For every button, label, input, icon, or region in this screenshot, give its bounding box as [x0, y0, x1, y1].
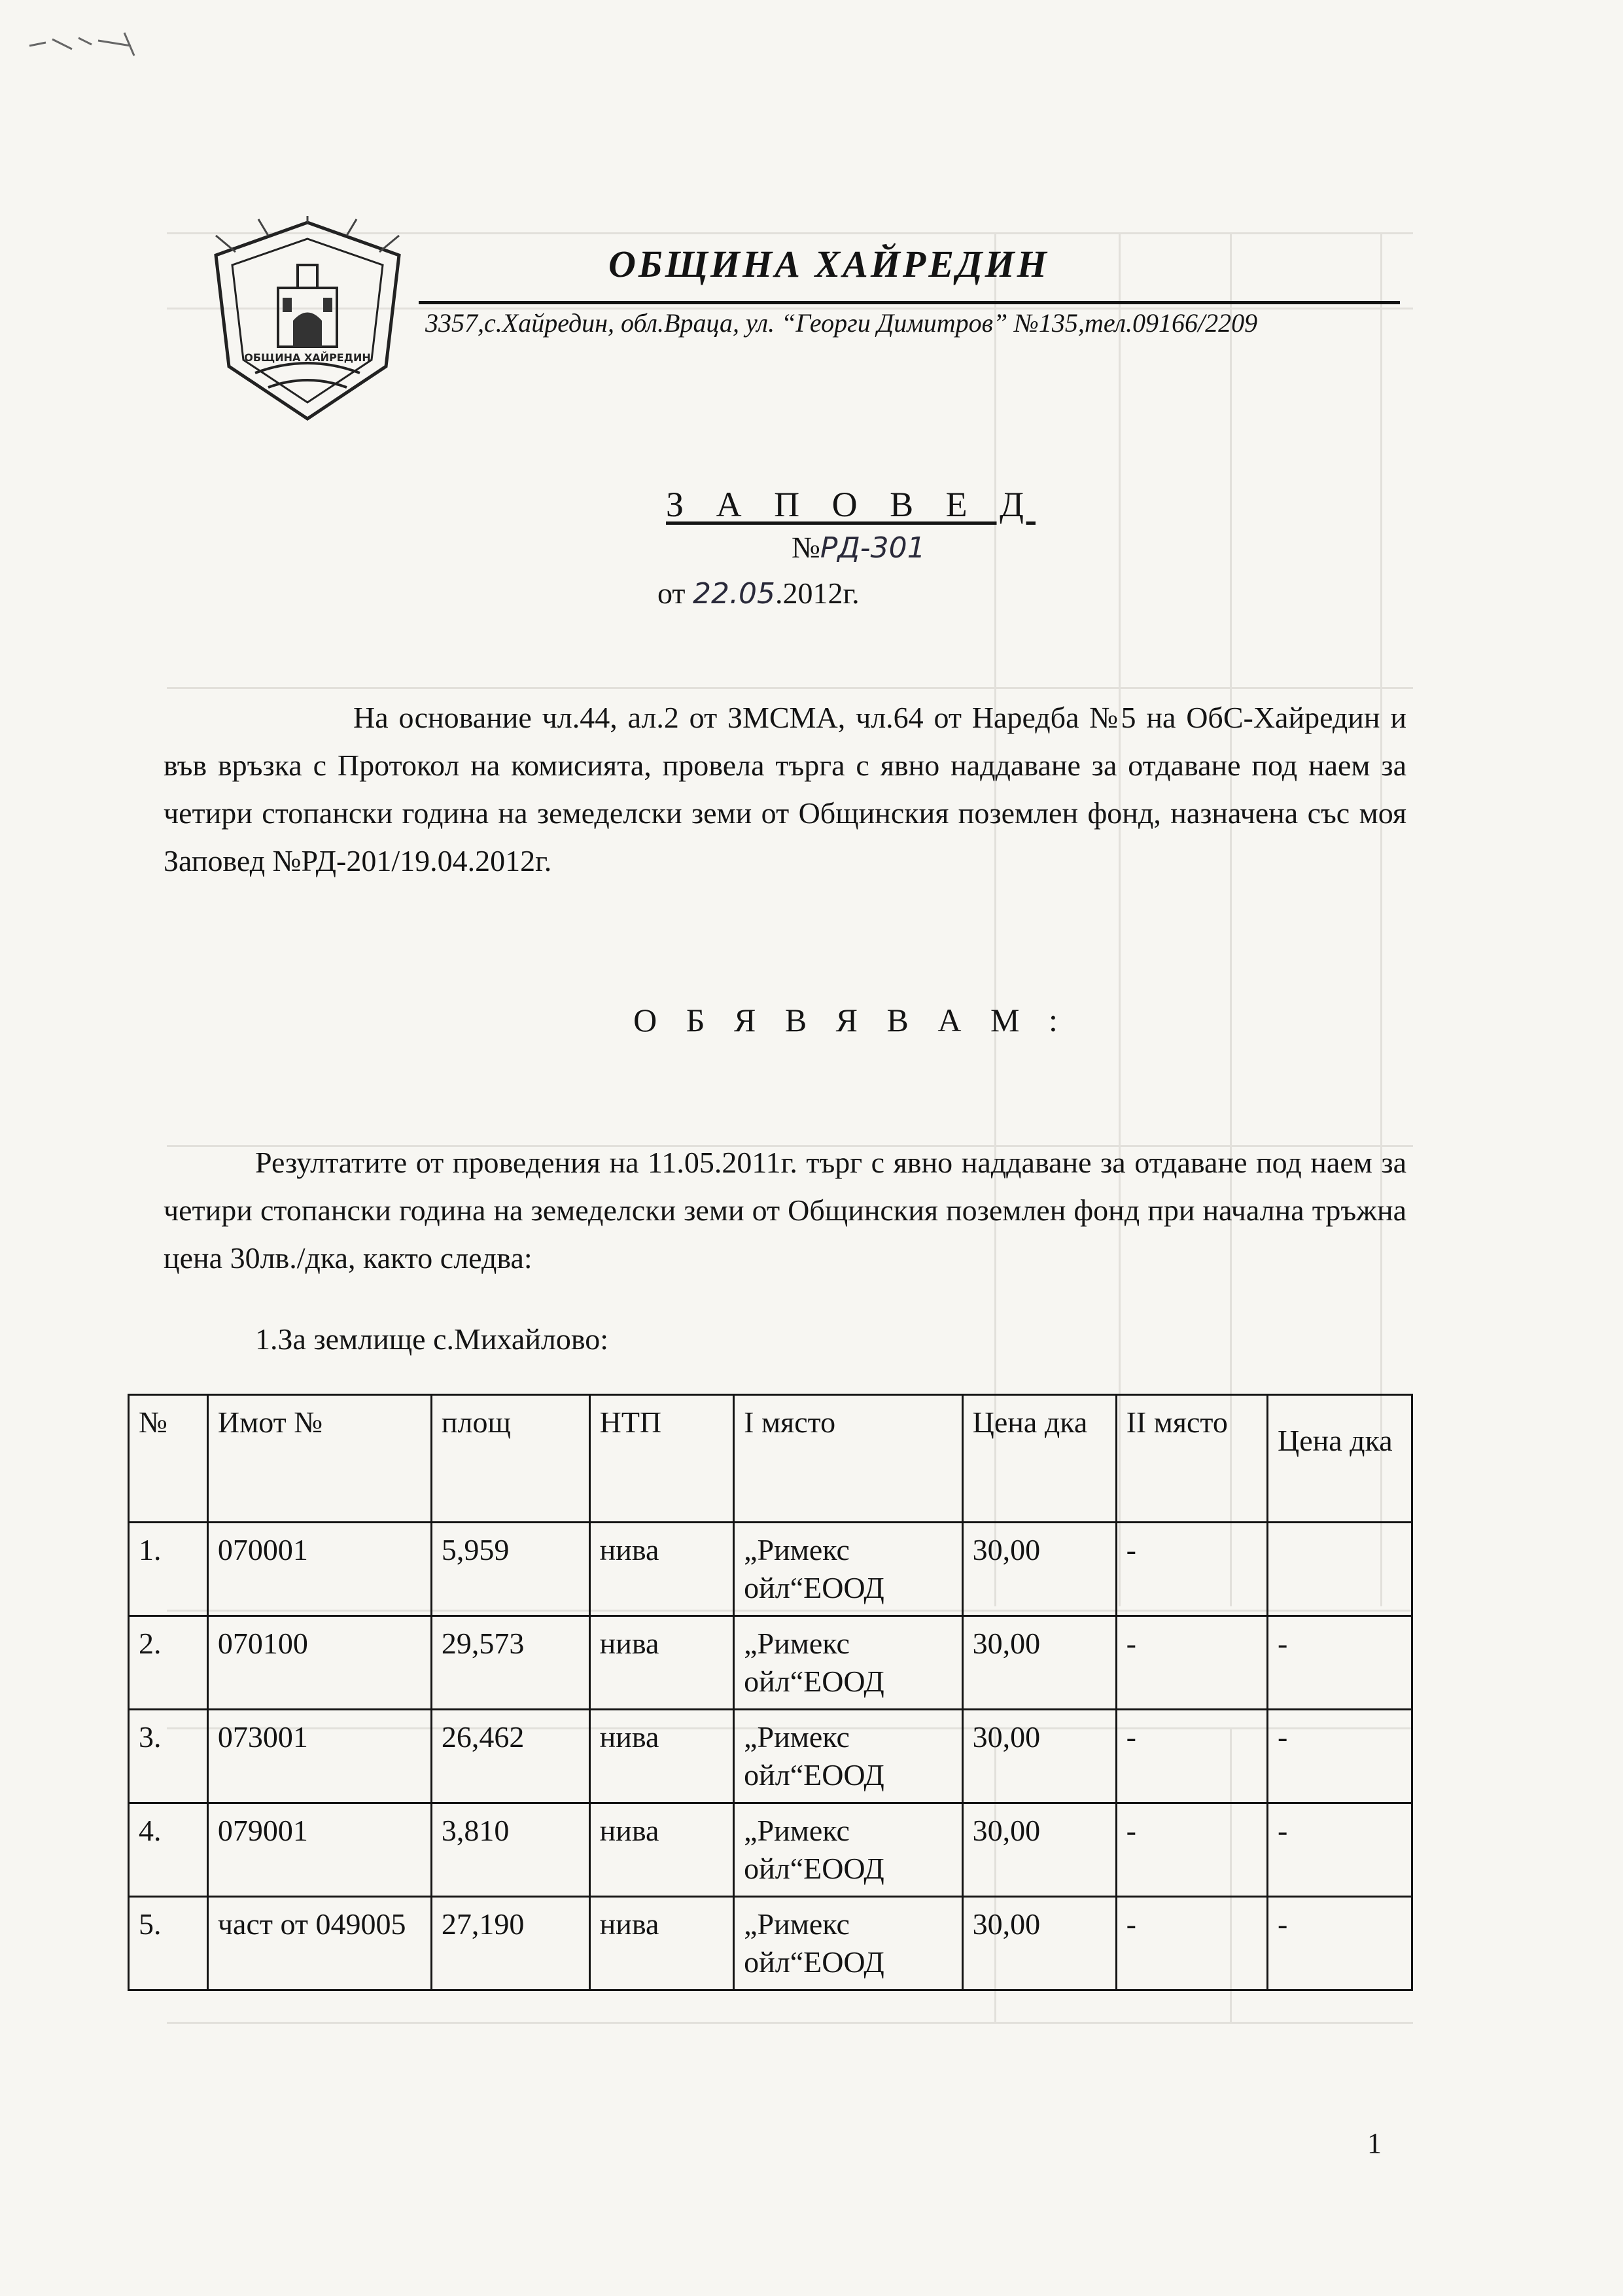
cell-second-price: -	[1268, 1710, 1412, 1803]
organization-address: 3357,с.Хайредин, обл.Враца, ул. “Георги Димитров” №135,тел.09166/2209	[425, 308, 1258, 338]
results-table	[128, 1394, 1413, 1991]
cell-second-place: -	[1116, 1803, 1267, 1897]
cell-first-place: „Римекс ойл“ЕООД	[734, 1523, 963, 1616]
cell-property-id: 079001	[207, 1803, 431, 1897]
cell-property-id: 070001	[207, 1523, 431, 1616]
table-row	[129, 1803, 1412, 1897]
cell-area: 27,190	[431, 1897, 589, 1990]
cell-first-place: „Римекс ойл“ЕООД	[734, 1616, 963, 1710]
cell-second-price: -	[1268, 1803, 1412, 1897]
header-rule	[419, 301, 1400, 304]
order-date	[657, 576, 860, 610]
cell-area: 5,959	[431, 1523, 589, 1616]
table-header-row	[129, 1395, 1412, 1523]
cell-second-place: -	[1116, 1897, 1267, 1990]
header-area: площ	[431, 1395, 589, 1523]
svg-text:ОБЩИНА ХАЙРЕДИН: ОБЩИНА ХАЙРЕДИН	[244, 351, 371, 364]
organization-name: ОБЩИНА ХАЙРЕДИН	[608, 243, 1049, 285]
cell-number: 4.	[129, 1803, 208, 1897]
page-number: 1	[1367, 2127, 1382, 2159]
cell-land-use: нива	[589, 1803, 734, 1897]
cell-property-id: част от 049005	[207, 1897, 431, 1990]
table-row	[129, 1710, 1412, 1803]
cell-second-place: -	[1116, 1523, 1267, 1616]
cell-first-place: „Римекс ойл“ЕООД	[734, 1897, 963, 1990]
cell-first-price: 30,00	[962, 1523, 1116, 1616]
order-number-prefix: №	[792, 531, 820, 564]
header-first-price: Цена дка	[962, 1395, 1116, 1523]
cell-number: 5.	[129, 1897, 208, 1990]
cell-first-price: 30,00	[962, 1710, 1116, 1803]
legal-basis-paragraph: На основание чл.44, ал.2 от ЗМСМА, чл.64 от Наредба №5 на ОбС-Хайредин и във връзка с Протокол на комисията, провела търга с явно наддаване за отдаване под наем за четири стопански година на земеделски земи от Общинския поземлен фонд, назначена със моя Заповед №РД-201/19.04.2012г.	[164, 701, 1406, 877]
table-row	[129, 1616, 1412, 1710]
header-first-place: I място	[734, 1395, 963, 1523]
cell-number: 2.	[129, 1616, 208, 1710]
order-title-text: З А П О В Е Д	[666, 485, 1036, 524]
header-land-use: НТП	[589, 1395, 734, 1523]
cell-second-price: -	[1268, 1897, 1412, 1990]
cell-second-price: -	[1268, 1616, 1412, 1710]
header-number: №	[129, 1395, 208, 1523]
order-number-handwritten: РД-301	[820, 531, 926, 565]
cell-number: 1.	[129, 1523, 208, 1616]
cell-area: 29,573	[431, 1616, 589, 1710]
cell-second-place: -	[1116, 1710, 1267, 1803]
cell-second-place: -	[1116, 1616, 1267, 1710]
cell-land-use: нива	[589, 1897, 734, 1990]
letterhead	[209, 216, 1413, 432]
cell-first-price: 30,00	[962, 1616, 1116, 1710]
header-second-place: II място	[1116, 1395, 1267, 1523]
cell-number: 3.	[129, 1710, 208, 1803]
cell-first-price: 30,00	[962, 1803, 1116, 1897]
header-property-id: Имот №	[207, 1395, 431, 1523]
cell-first-place: „Римекс ойл“ЕООД	[734, 1803, 963, 1897]
results-paragraph: Резултатите от проведения на 11.05.2011г. търг с явно наддаване за отдаване под наем за четири стопански година на земеделски земи от Общинския поземлен фонд при начална тръжна цена 30лв./дка, както следва:	[164, 1146, 1406, 1275]
scan-artifact	[26, 26, 137, 59]
table-row	[129, 1523, 1412, 1616]
order-title	[0, 484, 1623, 525]
land-section-heading: 1.За землище с.Михайлово:	[255, 1322, 609, 1356]
cell-land-use: нива	[589, 1616, 734, 1710]
municipality-crest-icon	[209, 216, 406, 425]
order-number	[792, 530, 926, 565]
order-date-prefix: от	[657, 576, 686, 610]
table-row	[129, 1897, 1412, 1990]
cell-property-id: 070100	[207, 1616, 431, 1710]
order-date-suffix: .2012г.	[775, 576, 860, 610]
header-second-price: Цена дка	[1268, 1395, 1412, 1523]
cell-second-price	[1268, 1523, 1412, 1616]
cell-land-use: нива	[589, 1523, 734, 1616]
order-date-handwritten: 22.05	[693, 577, 775, 610]
announce-heading: О Б Я В Я В А М :	[633, 1002, 1068, 1038]
cell-first-place: „Римекс ойл“ЕООД	[734, 1710, 963, 1803]
cell-first-price: 30,00	[962, 1897, 1116, 1990]
cell-property-id: 073001	[207, 1710, 431, 1803]
cell-area: 26,462	[431, 1710, 589, 1803]
cell-area: 3,810	[431, 1803, 589, 1897]
cell-land-use: нива	[589, 1710, 734, 1803]
